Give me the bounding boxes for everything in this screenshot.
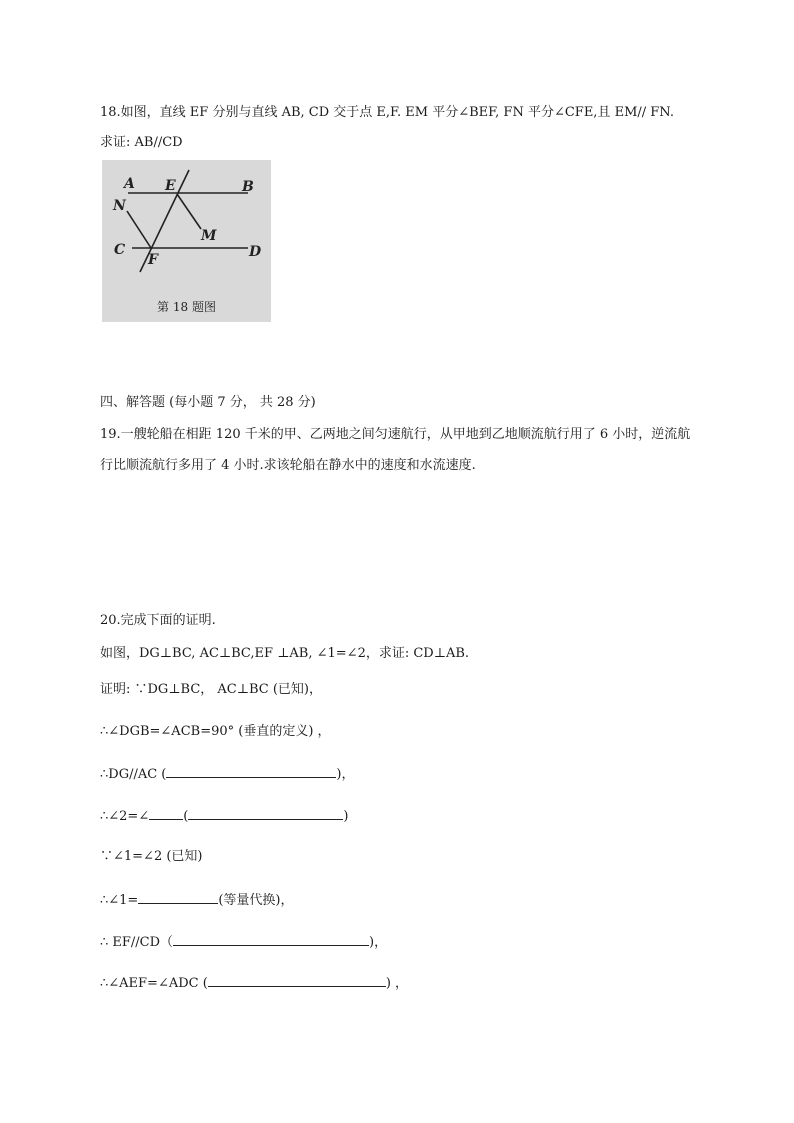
label-d: D	[249, 244, 262, 260]
step8-reason-blank[interactable]	[208, 973, 386, 987]
q20-step8	[100, 973, 408, 993]
q20-step6	[100, 890, 293, 910]
line-em	[177, 194, 201, 229]
label-m: M	[201, 228, 217, 244]
q20-given: 如图，DG⊥BC, AC⊥BC,EF ⊥AB, ∠1=∠2，求证: CD⊥AB.	[100, 646, 470, 661]
step4-suffix: )	[343, 809, 349, 824]
step4-angle-blank[interactable]	[149, 806, 183, 820]
q18-statement: 18.如图，直线 EF 分别与直线 AB, CD 交于点 E,F. EM 平分∠BEF, FN 平分∠CFE,且 EM// FN.	[100, 105, 674, 120]
step4-prefix: ∴∠2=∠	[100, 809, 150, 824]
label-n: N	[113, 198, 126, 214]
step3-reason-blank[interactable]	[166, 764, 336, 778]
line-fn	[127, 211, 151, 248]
step3-suffix: )，	[336, 767, 355, 782]
q20-step3	[100, 764, 354, 784]
step8-prefix: ∴∠AEF=∠ADC (	[100, 976, 208, 991]
label-b: B	[242, 179, 254, 195]
q18-figure-caption: 第 18 题图	[157, 300, 216, 314]
step7-prefix: ∴ EF//CD（	[100, 935, 174, 950]
section4-heading: 四、解答题 (每小题 7 分， 共 28 分)	[100, 395, 316, 410]
step7-reason-blank[interactable]	[173, 932, 369, 946]
q20-step5: ∵∠1=∠2 (已知)	[100, 849, 203, 864]
step3-prefix: ∴DG//AC (	[100, 767, 167, 782]
step6-angle-blank[interactable]	[138, 890, 218, 904]
label-a: A	[124, 176, 135, 192]
q20-step4	[100, 806, 348, 826]
step8-suffix: ) ，	[385, 976, 409, 991]
label-c: C	[114, 242, 126, 258]
q20-title: 20.完成下面的证明.	[100, 613, 216, 628]
label-f: F	[148, 252, 158, 268]
label-e: E	[165, 178, 176, 194]
step6-suffix: (等量代换)，	[218, 893, 294, 908]
q19-line1: 19.一艘轮船在相距 120 千米的甲、乙两地之间匀速航行，从甲地到乙地顺流航行用了 6 小时，逆流航	[100, 427, 691, 442]
step4-reason-blank[interactable]	[188, 806, 343, 820]
step4-open-paren: (	[183, 809, 189, 824]
step6-prefix: ∴∠1=	[100, 893, 139, 908]
q20-step2: ∴∠DGB=∠ACB=90° (垂直的定义) ，	[100, 724, 331, 739]
q20-step1: 证明: ∵DG⊥BC， AC⊥BC (已知)，	[100, 682, 322, 697]
q18-prove: 求证: AB//CD	[100, 135, 183, 150]
q18-figure	[102, 160, 271, 322]
q19-line2: 行比顺流航行多用了 4 小时.求该轮船在静水中的速度和水流速度.	[100, 458, 476, 473]
q20-step7	[100, 932, 387, 952]
step7-suffix: )，	[369, 935, 388, 950]
